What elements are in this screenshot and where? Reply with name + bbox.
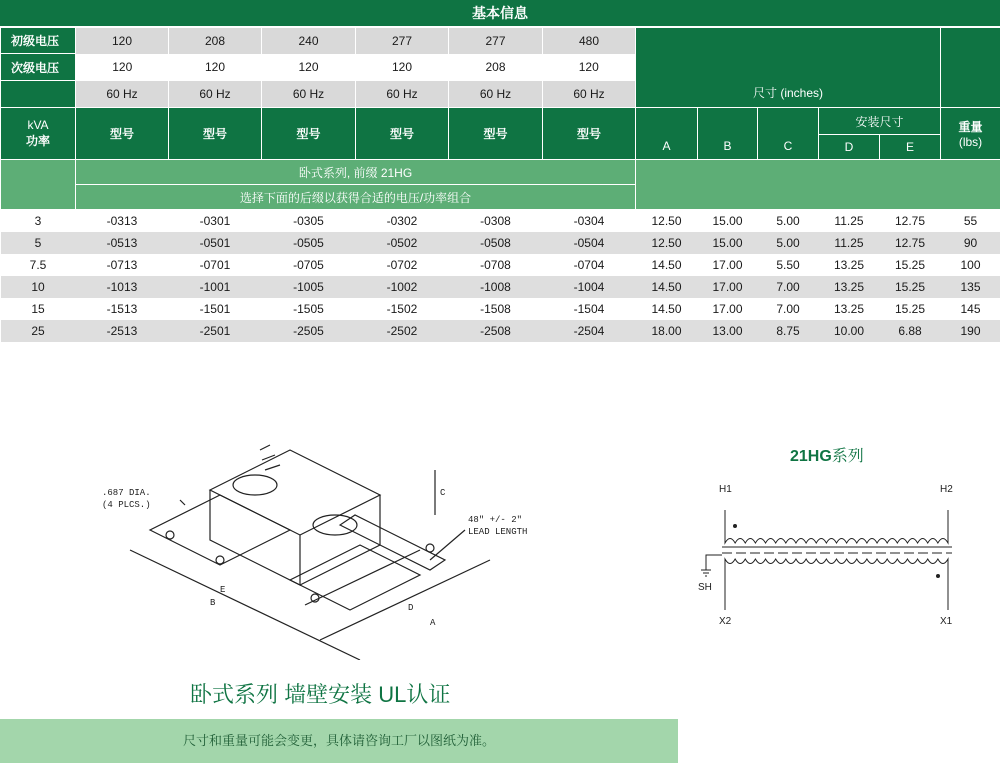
dim-cell: 12.75 [880, 232, 941, 254]
sh-label: SH [698, 582, 712, 593]
dim-cell: 10.00 [819, 320, 880, 342]
model-cell: -0301 [169, 210, 262, 233]
dim-label-e: E [220, 585, 226, 595]
model-cell: -2504 [543, 320, 636, 342]
dim-cell: 18.00 [636, 320, 698, 342]
frequency-cell: 60 Hz [169, 81, 262, 108]
dim-col-e: E [880, 135, 941, 160]
mount-hole [166, 531, 174, 539]
product-caption: 卧式系列 墙壁安装 UL认证 [190, 682, 451, 707]
kva-cell: 15 [1, 298, 76, 320]
dim-cell: 7.00 [758, 276, 819, 298]
model-cell: -0505 [262, 232, 356, 254]
lead-note-1: 48" +/- 2" [468, 515, 523, 525]
model-cell: -2501 [169, 320, 262, 342]
primary-voltage-cell: 208 [169, 28, 262, 54]
dim-cell: 5.50 [758, 254, 819, 276]
weight-label: 重量 [958, 120, 983, 134]
model-cell: -1005 [262, 276, 356, 298]
dim-cell: 12.75 [880, 210, 941, 233]
model-cell: -1008 [449, 276, 543, 298]
table-row [1, 210, 1000, 233]
kva-cell: 5 [1, 232, 76, 254]
ground-symbol [701, 570, 711, 576]
dimension-drawing [90, 430, 560, 660]
table-row [1, 254, 1000, 276]
primary-voltage-label: 初级电压 [1, 28, 76, 54]
dia-note-2: (4 PLCS.) [102, 500, 151, 510]
weight-cell: 145 [941, 298, 1000, 320]
diagram-title-series: 21HG [790, 448, 832, 465]
model-cell: -0302 [356, 210, 449, 233]
model-cell: -1004 [543, 276, 636, 298]
h1-label: H1 [719, 484, 732, 495]
model-cell: -0705 [262, 254, 356, 276]
model-cell: -2508 [449, 320, 543, 342]
mount-hole [426, 544, 434, 552]
dim-col-c: C [758, 108, 819, 160]
model-cell: -0513 [76, 232, 169, 254]
dims-spacer [636, 160, 1000, 210]
spec-table [0, 27, 1000, 342]
primary-voltage-cell: 277 [356, 28, 449, 54]
wiring-diagram [690, 475, 980, 635]
weight-cell: 190 [941, 320, 1000, 342]
secondary-voltage-cell: 120 [543, 54, 636, 81]
dim-cell: 13.25 [819, 254, 880, 276]
secondary-voltage-label: 次级电压 [1, 54, 76, 81]
dia-note-1: .687 DIA. [102, 488, 151, 498]
dimensions-header: 尺寸 (inches) [636, 28, 941, 108]
dim-cell: 11.25 [819, 210, 880, 233]
frequency-label-spacer [1, 81, 76, 108]
dimension-line-a [320, 560, 490, 640]
model-cell: -0504 [543, 232, 636, 254]
model-cell: -0713 [76, 254, 169, 276]
weight-header [941, 108, 1000, 160]
kva-cell: 10 [1, 276, 76, 298]
series-line: 卧式系列, 前缀 21HG [76, 160, 636, 185]
mount-hole [216, 556, 224, 564]
model-cell: -1013 [76, 276, 169, 298]
weight-cell: 100 [941, 254, 1000, 276]
primary-winding [725, 535, 948, 543]
model-header: 型号 [76, 108, 169, 160]
frequency-cell: 60 Hz [76, 81, 169, 108]
dim-cell: 17.00 [698, 298, 758, 320]
table-row [1, 320, 1000, 342]
dim-cell: 15.25 [880, 254, 941, 276]
dim-cell: 17.00 [698, 254, 758, 276]
primary-voltage-cell: 480 [543, 28, 636, 54]
secondary-winding [725, 559, 948, 565]
dim-cell: 14.50 [636, 254, 698, 276]
model-cell: -0308 [449, 210, 543, 233]
dim-cell: 5.00 [758, 232, 819, 254]
model-header: 型号 [543, 108, 636, 160]
core-top [210, 450, 380, 535]
dim-cell: 8.75 [758, 320, 819, 342]
primary-voltage-cell: 277 [449, 28, 543, 54]
model-cell: -0508 [449, 232, 543, 254]
model-cell: -0708 [449, 254, 543, 276]
primary-voltage-cell: 240 [262, 28, 356, 54]
dim-label-a: A [430, 618, 436, 628]
core-front [210, 490, 300, 585]
model-header: 型号 [449, 108, 543, 160]
header-bar [0, 0, 1000, 26]
weight-cell: 55 [941, 210, 1000, 233]
shield-lead [706, 555, 722, 570]
dim-col-a: A [636, 108, 698, 160]
polarity-dot-secondary [936, 574, 940, 578]
model-cell: -0313 [76, 210, 169, 233]
select-line: 选择下面的后缀以获得合适的电压/功率组合 [76, 185, 636, 210]
dim-cell: 6.88 [880, 320, 941, 342]
table-body [1, 210, 1000, 343]
model-cell: -2502 [356, 320, 449, 342]
header-title: 基本信息 [472, 5, 528, 21]
core-side [300, 495, 380, 585]
weight-cell: 135 [941, 276, 1000, 298]
mount-header: 安装尺寸 [819, 108, 941, 135]
leader-dia [180, 500, 185, 505]
model-cell: -2513 [76, 320, 169, 342]
secondary-voltage-cell: 120 [262, 54, 356, 81]
x2-label: X2 [719, 616, 732, 627]
model-cell: -2505 [262, 320, 356, 342]
model-cell: -0305 [262, 210, 356, 233]
kva-cell: 3 [1, 210, 76, 233]
polarity-dot-primary [733, 524, 737, 528]
dim-cell: 17.00 [698, 276, 758, 298]
model-cell: -1505 [262, 298, 356, 320]
model-cell: -0502 [356, 232, 449, 254]
dim-cell: 14.50 [636, 298, 698, 320]
dim-cell: 13.25 [819, 276, 880, 298]
dim-cell: 5.00 [758, 210, 819, 233]
dimension-line-b [130, 550, 360, 660]
lead-note-2: LEAD LENGTH [468, 527, 528, 537]
secondary-voltage-cell: 120 [356, 54, 449, 81]
primary-voltage-cell: 120 [76, 28, 169, 54]
secondary-voltage-cell: 120 [169, 54, 262, 81]
weight-unit: (lbs) [958, 135, 983, 149]
base-plate-left [150, 495, 290, 565]
secondary-voltage-cell: 208 [449, 54, 543, 81]
dim-cell: 13.25 [819, 298, 880, 320]
kva-cell: 7.5 [1, 254, 76, 276]
dim-cell: 13.00 [698, 320, 758, 342]
kva-spacer [1, 160, 76, 210]
dim-cell: 12.50 [636, 210, 698, 233]
h2-label: H2 [940, 484, 953, 495]
dim-col-d: D [819, 135, 880, 160]
model-header: 型号 [262, 108, 356, 160]
model-cell: -1001 [169, 276, 262, 298]
coil-left [233, 475, 277, 495]
dim-cell: 15.25 [880, 276, 941, 298]
dim-cell: 12.50 [636, 232, 698, 254]
table-row [1, 298, 1000, 320]
model-header: 型号 [356, 108, 449, 160]
model-cell: -0304 [543, 210, 636, 233]
dim-cell: 15.00 [698, 210, 758, 233]
secondary-voltage-cell: 120 [76, 54, 169, 81]
table-row [1, 276, 1000, 298]
kva-cell: 25 [1, 320, 76, 342]
model-cell: -1513 [76, 298, 169, 320]
power-label: 功率 [25, 134, 50, 148]
dim-label-d: D [408, 603, 414, 613]
dim-cell: 15.00 [698, 232, 758, 254]
weight-cell: 90 [941, 232, 1000, 254]
frequency-cell: 60 Hz [449, 81, 543, 108]
model-cell: -1502 [356, 298, 449, 320]
table-row [1, 232, 1000, 254]
disclaimer-note: 尺寸和重量可能会变更，具体请咨询工厂以图纸为准。 [0, 719, 678, 763]
frequency-cell: 60 Hz [543, 81, 636, 108]
model-cell: -1508 [449, 298, 543, 320]
dim-cell: 11.25 [819, 232, 880, 254]
model-cell: -0704 [543, 254, 636, 276]
frequency-cell: 60 Hz [356, 81, 449, 108]
model-cell: -1002 [356, 276, 449, 298]
model-header: 型号 [169, 108, 262, 160]
x1-label: X1 [940, 616, 953, 627]
model-cell: -0701 [169, 254, 262, 276]
diagram-title [790, 443, 864, 466]
dim-cell: 14.50 [636, 276, 698, 298]
model-cell: -0702 [356, 254, 449, 276]
model-cell: -1504 [543, 298, 636, 320]
kva-label: kVA [27, 118, 49, 132]
dimension-line-d [305, 550, 420, 605]
dim-col-b: B [698, 108, 758, 160]
coil-windings [260, 445, 280, 470]
kva-header [1, 108, 76, 160]
diagram-title-suffix: 系列 [831, 448, 864, 465]
dim-cell: 7.00 [758, 298, 819, 320]
frequency-cell: 60 Hz [262, 81, 356, 108]
weight-header-spacer [941, 28, 1000, 108]
model-cell: -1501 [169, 298, 262, 320]
dim-cell: 15.25 [880, 298, 941, 320]
model-cell: -0501 [169, 232, 262, 254]
leader-lead [430, 530, 465, 560]
dim-label-c: C [440, 488, 446, 498]
dim-label-b: B [210, 598, 216, 608]
